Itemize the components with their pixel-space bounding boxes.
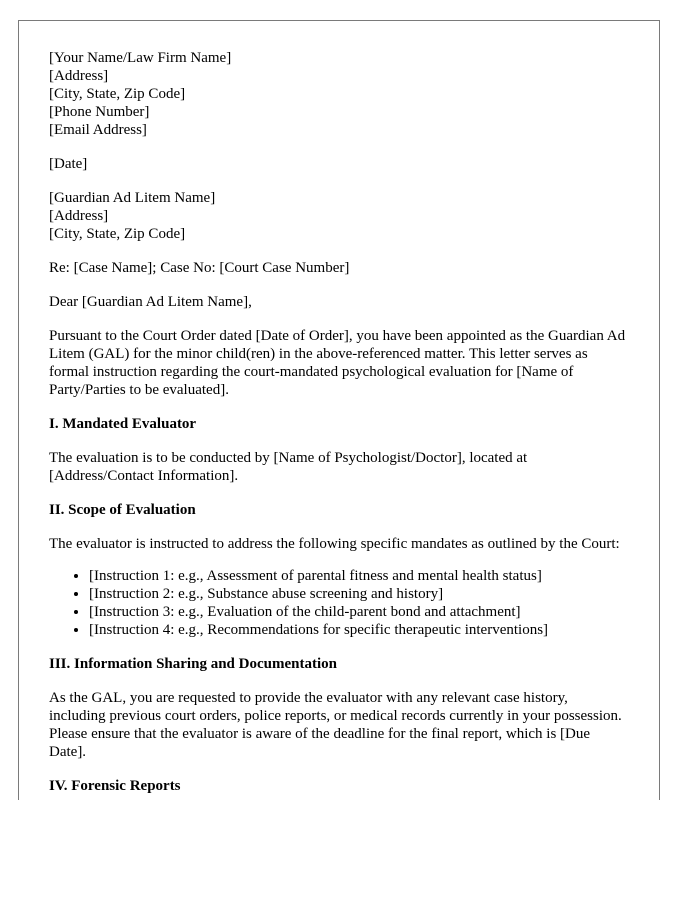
section-heading-information-sharing: III. Information Sharing and Documentation [49, 656, 337, 672]
sender-city-state-zip: [City, State, Zip Code] [49, 86, 186, 102]
section-heading-mandated-evaluator: I. Mandated Evaluator [49, 416, 197, 432]
sender-email: [Email Address] [49, 122, 147, 138]
sender-phone: [Phone Number] [49, 104, 150, 120]
date-block [49, 155, 627, 173]
letter-page [18, 20, 660, 800]
instruction-list [49, 567, 627, 639]
letter-body [49, 49, 627, 800]
section-body-mandated-evaluator: The evaluation is to be conducted by [Name of Psychologist/Doctor], located at [Address/Contact Information]. [49, 450, 528, 484]
re-line: Re: [Case Name]; Case No: [Court Case Number] [49, 260, 350, 276]
list-item: • [Instruction 1: e.g., Assessment of parental fitness and mental health status] [89, 567, 627, 585]
list-item: • [Instruction 2: e.g., Substance abuse screening and history] [89, 585, 627, 603]
recipient-block [49, 189, 627, 243]
list-item: • [Instruction 3: e.g., Evaluation of the child-parent bond and attachment] [89, 603, 627, 621]
sender-block [49, 49, 627, 139]
recipient-name: [Guardian Ad Litem Name] [49, 190, 216, 206]
section-heading-forensic-reports: IV. Forensic Reports [49, 778, 181, 794]
section-body-information-sharing: As the GAL, you are requested to provide the evaluator with any relevant case history, including previous court orders, police reports, or medical records currently in your possession. Please ensure that the evaluator is aware of the deadline for the final report, which is [Due Date]. [49, 690, 622, 760]
sender-address: [Address] [49, 68, 109, 84]
letter-date: [Date] [49, 156, 88, 172]
recipient-city-state-zip: [City, State, Zip Code] [49, 226, 186, 242]
section-body-scope: The evaluator is instructed to address the following specific mandates as outlined by the Court: [49, 536, 620, 552]
list-item: • [Instruction 4: e.g., Recommendations for specific therapeutic interventions] [89, 621, 627, 639]
intro-paragraph: Pursuant to the Court Order dated [Date of Order], you have been appointed as the Guardian Ad Litem (GAL) for the minor child(ren) in the above-referenced matter. This letter serves as formal instruction regarding the court-mandated psychological evaluation for [Name of Party/Parties to be evaluated]. [49, 328, 626, 398]
recipient-address: [Address] [49, 208, 109, 224]
sender-name: [Your Name/Law Firm Name] [49, 50, 232, 66]
salutation: Dear [Guardian Ad Litem Name], [49, 294, 252, 310]
section-heading-scope: II. Scope of Evaluation [49, 502, 196, 518]
